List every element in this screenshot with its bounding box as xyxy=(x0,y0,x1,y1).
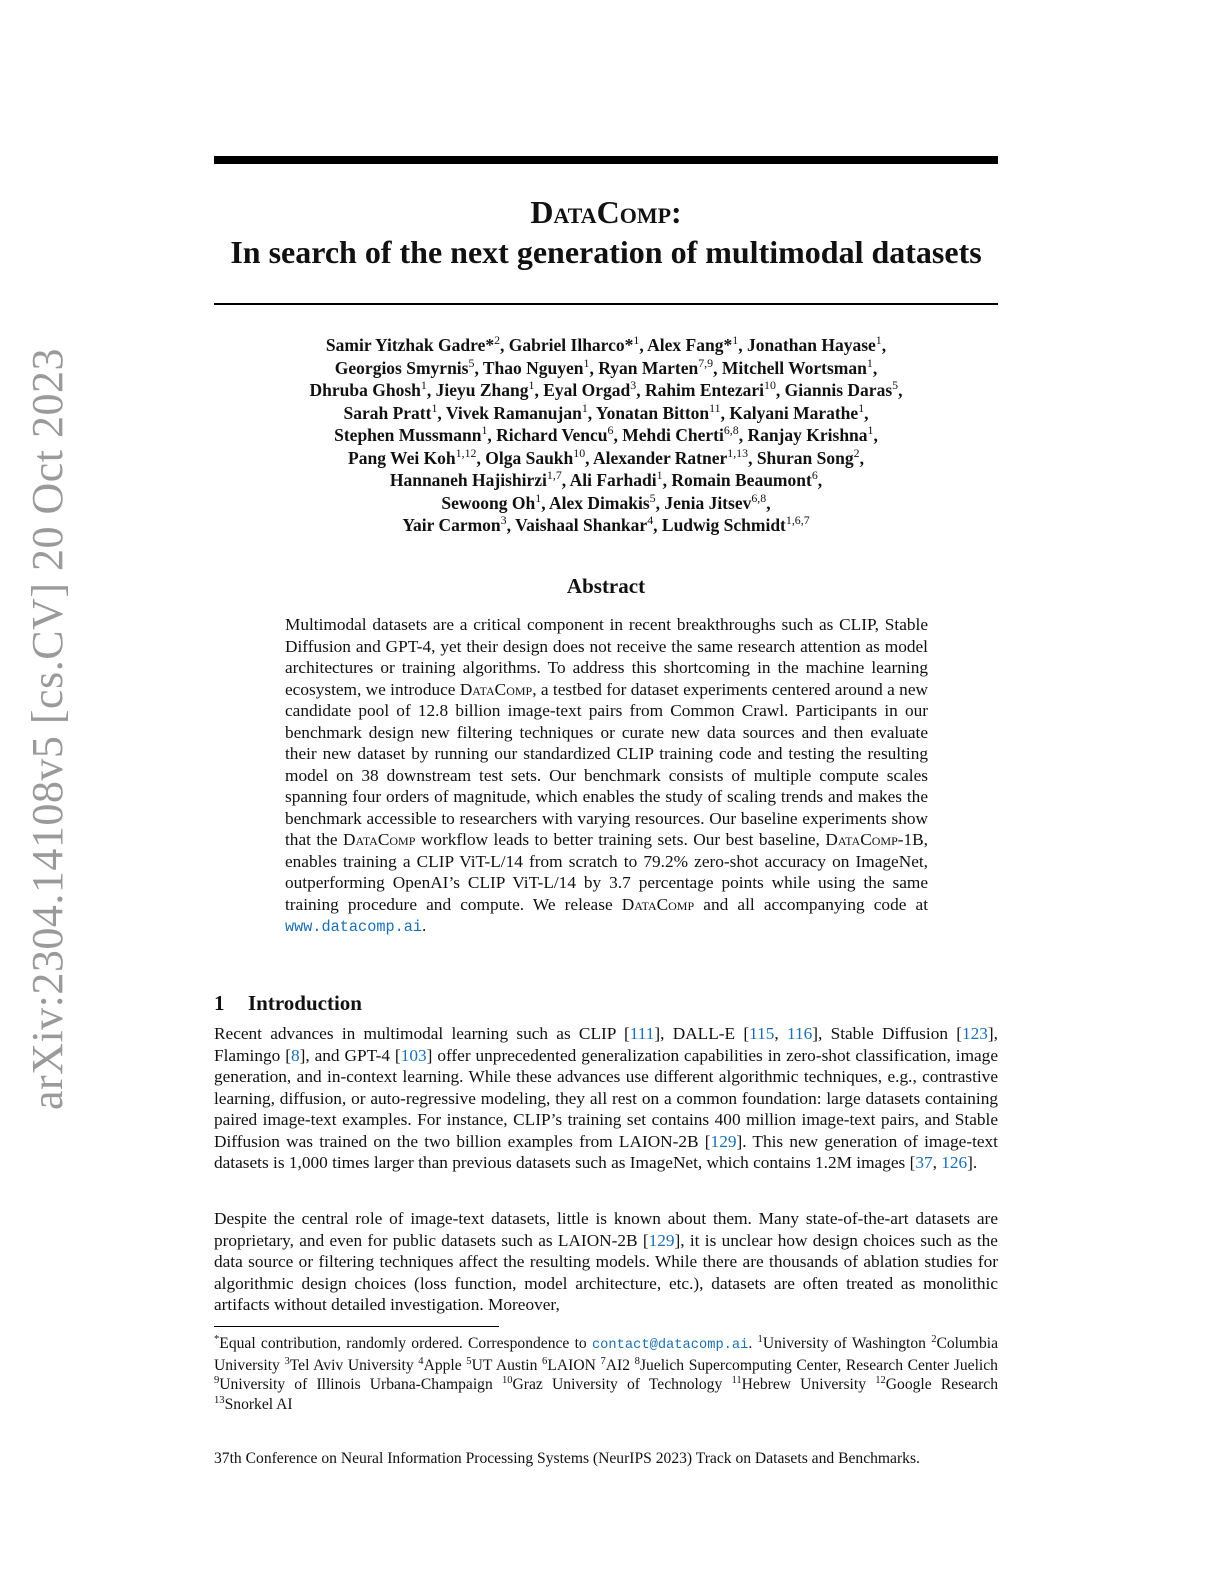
author-name: Ludwig Schmidt xyxy=(661,515,786,535)
text-run: ], DALL-E [ xyxy=(654,1024,750,1043)
footnote-rule xyxy=(214,1326,499,1327)
author xyxy=(592,445,749,468)
author-affiliation-number: 6 xyxy=(811,468,818,483)
text-run: Despite the central role of image-text datasets, little is known about them. Many state-of-the-art datasets are proprietary, and even for public datasets such as LAION-2B [ xyxy=(214,1209,998,1250)
affiliation-number: 13 xyxy=(214,1394,225,1406)
author-name: Alexander Ratner xyxy=(592,447,728,468)
author xyxy=(485,445,586,468)
title-line-1: DataComp: xyxy=(530,194,682,230)
author-name: Yair Carmon xyxy=(402,515,501,535)
text-run: ], Stable Diffusion [ xyxy=(812,1024,962,1043)
author xyxy=(390,470,562,490)
author-affiliation-number: 1,13 xyxy=(727,445,749,460)
author-affiliation-number: 1 xyxy=(535,490,542,505)
author-name: Eyal Orgad xyxy=(543,380,631,400)
author xyxy=(570,470,663,490)
text-run: , xyxy=(932,1153,942,1172)
author-affiliation-number: 1 xyxy=(875,333,882,348)
author-name: Hannaneh Hajishirzi xyxy=(389,470,547,490)
title-rule-top xyxy=(214,156,998,164)
affiliation-number: 8 xyxy=(634,1355,640,1367)
citation-link[interactable]: 129 xyxy=(648,1230,675,1250)
affiliation-name: Google Research xyxy=(885,1376,998,1393)
author-name: Yonatan Bitton xyxy=(595,402,710,423)
author-name: Alex Fang* xyxy=(647,335,733,355)
author-name: Vivek Ramanujan xyxy=(445,402,582,423)
author-name: Stephen Mussmann xyxy=(334,425,482,445)
text-run: , xyxy=(774,1024,787,1043)
author-affiliation-number: 6,8 xyxy=(723,423,739,438)
author-affiliation-number: 4 xyxy=(647,513,654,528)
author xyxy=(549,490,656,513)
author xyxy=(664,490,767,513)
abstract-segment: , enables training a CLIP ViT-L/14 from scratch to 79.2% zero-shot accuracy on ImageNet, outperforming OpenAI’s CLIP ViT-L/14 by 3.7 percentage points while using the same training procedure and compute. We release xyxy=(285,830,928,914)
author xyxy=(509,335,640,355)
affiliation-name: Columbia University xyxy=(214,1335,998,1374)
author xyxy=(436,380,535,400)
author-affiliation-number: 1 xyxy=(866,355,873,370)
author-name: Romain Beaumont xyxy=(671,470,812,490)
affiliation-name: Snorkel AI xyxy=(224,1395,293,1413)
intro-paragraph-2 xyxy=(214,1208,998,1316)
author xyxy=(482,355,590,378)
author xyxy=(334,425,487,445)
text-run: ], Flamingo [ xyxy=(214,1024,998,1065)
author xyxy=(402,515,506,535)
author-affiliation-number: 5 xyxy=(468,355,475,370)
datacomp-1b-name: DataComp-1B xyxy=(825,830,924,849)
author-name: Vaishaal Shankar xyxy=(515,515,648,535)
author xyxy=(445,400,588,423)
affiliation-name: University of Illinois Urbana-Champaign xyxy=(219,1376,493,1393)
author-list: Samir Yitzhak Gadre*$^2$, Gabriel Ilharco*$^1$, Alex Fang*$^1$, Jonathan Hayase$^1$, Georgios Smyrnis$^5$, Thao Nguyen$^1$, Ryan Marten$^{7,9}$, Mitchell Wortsman$^1$, Dhruba Ghosh$^1$, Jieyu Zhang$^1$, Eyal Orgad$^3$, Rahim Entezari$^{10}$, Giannis Daras$^5$, Sarah Pratt$^1$, Vivek Ramanujan$^1$, Yonatan Bitton$^{11}$, Kalyani Marathe$^1$, Stephen Mussmann$^1$, Richard Vencu$^6$, Mehdi Cherti$^{6,8}$, Ranjay Krishna$^1$, Pang Wei Koh$^{1,12}$, Olga Saukh$^{10}$, Alexander Ratner$^{1,13}$, Shuran Song$^2$, Hannaneh Hajishirzi$^{1,7}$, Ali Farhadi$^1$, Romain Beaumont$^6$, Sewoong Oh$^1$, Alex Dimakis$^5$, Jenia Jitsev$^{6,8}$, Yair Carmon$^3$, Vaishaal Shankar$^4$, Ludwig Schmidt$^{1,6,7}$ xyxy=(309,333,903,535)
affiliation-number: 9 xyxy=(214,1374,220,1386)
author xyxy=(721,355,873,378)
citation-link[interactable]: 115 xyxy=(749,1024,775,1043)
author xyxy=(441,490,542,513)
author-affiliation-number: 1,7 xyxy=(546,468,562,483)
text-run: ]. xyxy=(967,1153,978,1172)
affiliation-name: UT Austin xyxy=(471,1356,538,1374)
venue-line: 37th Conference on Neural Information Processing Systems (NeurIPS 2023) Track on Datasets and Benchmarks. xyxy=(214,1450,920,1467)
author-name: Shuran Song xyxy=(756,447,854,468)
citation-link[interactable]: 129 xyxy=(710,1131,737,1151)
affiliation-number: 3 xyxy=(284,1355,290,1367)
author xyxy=(598,355,714,378)
author-affiliation-number: 1 xyxy=(656,468,663,483)
affiliation-number: 1 xyxy=(757,1333,763,1345)
author-affiliation-number: 1 xyxy=(633,333,640,348)
author-affiliation-number: 3 xyxy=(500,513,507,528)
arxiv-identifier: arXiv:2304.14108v5 [cs.CV] 20 Oct 2023 xyxy=(23,347,72,1110)
paper-title xyxy=(214,192,998,272)
citation-link[interactable]: 8 xyxy=(290,1045,300,1065)
text-run: ], and GPT-4 [ xyxy=(299,1045,401,1065)
text-run: ] offer unprecedented generalization capabilities in zero-shot classification, image generation, and in-context learning. While these advances use different algorithmic techniques, e.g., contrastive learning, diffusion, or auto-regressive modeling, they all rest on a common foundation: large datasets containing paired image-text examples. For instance, CLIP’s training set contains 400 million image-text pairs, and Stable Diffusion was trained on the two billion examples from LAION-2B [ xyxy=(214,1045,998,1151)
author-name: Jieyu Zhang xyxy=(435,380,529,400)
affiliation-name: Tel Aviv University xyxy=(289,1356,414,1374)
abstract-heading: Abstract xyxy=(566,574,646,598)
author xyxy=(334,355,475,378)
citation-link[interactable]: 111 xyxy=(629,1024,655,1043)
author xyxy=(729,400,865,423)
author xyxy=(310,380,427,400)
datacomp-name: DataComp xyxy=(459,679,533,699)
author-affiliation-number: 1 xyxy=(431,400,438,415)
affiliation-number: 10 xyxy=(501,1374,513,1386)
author-name: Ryan Marten xyxy=(598,357,699,378)
author xyxy=(543,380,636,400)
author xyxy=(326,335,500,355)
author-name: Olga Saukh xyxy=(485,447,574,468)
author-affiliation-number: 1 xyxy=(858,400,865,415)
section-title: Introduction xyxy=(248,991,362,1015)
author-affiliation-number: 5 xyxy=(649,490,656,505)
author-name: Sarah Pratt xyxy=(343,402,432,423)
affiliation-name: LAION xyxy=(547,1356,596,1374)
author-name: Sewoong Oh xyxy=(441,492,536,513)
affiliation-number: 12 xyxy=(875,1374,886,1386)
author-name: Richard Vencu xyxy=(496,425,608,445)
citation-link[interactable]: 126 xyxy=(941,1153,968,1172)
abstract-segment: . xyxy=(422,916,427,935)
text-run: Recent advances in multimodal learning such as CLIP [ xyxy=(214,1024,630,1043)
datacomp-name: DataComp xyxy=(621,894,695,914)
author-name: Dhruba Ghosh xyxy=(309,380,421,400)
author-affiliation-number: 1,6,7 xyxy=(785,513,810,528)
author-affiliation-number: 1 xyxy=(867,423,874,438)
text-run: ], it is unclear how design choices such as the data source or filtering techniques affect the resulting models. While there are thousands of ablation studies for algorithmic design choices (loss function, model architecture, etc.), datasets are often treated as monolithic artifacts without detailed investigation. Moreover, xyxy=(214,1230,998,1314)
affiliation-number: 11 xyxy=(731,1374,742,1386)
author-affiliation-number: 1 xyxy=(581,400,588,415)
author-affiliation-number: 7,9 xyxy=(698,355,714,370)
author xyxy=(662,515,810,535)
author xyxy=(645,380,776,400)
abstract-segment: workflow leads to better training sets. Our best baseline, xyxy=(415,830,826,849)
datacomp-name: DataComp xyxy=(343,830,416,849)
footnote xyxy=(214,1334,998,1414)
author xyxy=(595,400,721,423)
author-name: Samir Yitzhak Gadre* xyxy=(325,335,495,355)
author xyxy=(343,400,438,423)
author-affiliation-number: 1 xyxy=(583,355,590,370)
affiliation-name: Apple xyxy=(423,1356,462,1374)
affiliation-name: AI2 xyxy=(605,1356,631,1374)
section-number: 1 xyxy=(214,991,225,1015)
author-name: Pang Wei Koh xyxy=(348,447,456,468)
abstract-segment: Multimodal datasets are a critical component in recent breakthroughs such as CLIP, Stable Diffusion and GPT-4, yet their design does not receive the same research attention as model architectures or training algorithms. To address this shortcoming in the machine learning ecosystem, we introduce xyxy=(285,615,928,699)
author-name: Ranjay Krishna xyxy=(747,425,868,445)
author-name: Jenia Jitsev xyxy=(664,492,752,513)
footnote-marker: * xyxy=(214,1333,220,1345)
author-name: Georgios Smyrnis xyxy=(334,357,469,378)
affiliation-number: 5 xyxy=(466,1355,472,1367)
author-affiliation-number: 1 xyxy=(420,378,427,393)
citation-link[interactable]: 123 xyxy=(962,1024,988,1043)
affiliation-number: 6 xyxy=(542,1355,548,1367)
affiliation-name: University of Washington xyxy=(762,1335,926,1352)
author-affiliation-number: 2 xyxy=(853,445,860,460)
project-url-link[interactable]: www.datacomp.ai xyxy=(285,918,422,936)
author xyxy=(496,425,613,445)
author-name: Rahim Entezari xyxy=(644,380,765,400)
author-name: Giannis Daras xyxy=(784,380,893,400)
citation-link[interactable]: 116 xyxy=(786,1024,813,1043)
author-name: Gabriel Ilharco* xyxy=(508,335,634,355)
affiliation-name: Juelich Supercomputing Center, Research Center Juelich xyxy=(639,1356,998,1374)
affiliation-name: Hebrew University xyxy=(741,1376,867,1393)
author-affiliation-number: 2 xyxy=(494,333,501,348)
author-name: Ali Farhadi xyxy=(569,470,657,490)
author xyxy=(622,425,738,445)
author-name: Alex Dimakis xyxy=(549,492,650,513)
author-affiliation-number: 10 xyxy=(764,378,776,393)
author-name: Thao Nguyen xyxy=(482,357,584,378)
affiliation-name: Graz University of Technology xyxy=(512,1376,723,1393)
author xyxy=(747,335,882,355)
author-affiliation-number: 3 xyxy=(630,378,637,393)
abstract-segment: , a testbed for dataset experiments centered around a new candidate pool of 12.8 billion image-text pairs from Common Crawl. Participants in our benchmark design new filtering techniques or curate new data sources and then evaluate their new dataset by running our standardized CLIP training code and testing the resulting model on 38 downstream test sets. Our benchmark consists of multiple compute scales spanning four orders of magnitude, which enables the study of scaling trends and makes the benchmark accessible to researchers with varying resources. Our baseline experiments show that the xyxy=(285,679,928,849)
author xyxy=(647,335,738,355)
section-heading-introduction xyxy=(214,991,362,1016)
author xyxy=(348,445,477,468)
title-rule-bottom xyxy=(214,303,998,305)
title-line-2: In search of the next generation of multimodal datasets xyxy=(230,234,982,270)
author-affiliation-number: 5 xyxy=(892,378,899,393)
abstract-text xyxy=(285,614,928,939)
affiliation-number: 4 xyxy=(418,1355,424,1367)
footnote-text: Equal contribution, randomly ordered. Correspondence to xyxy=(219,1335,592,1352)
author xyxy=(671,470,817,490)
author-affiliation-number: 10 xyxy=(573,445,586,460)
text-run: ]. This new generation of image-text datasets is 1,000 times larger than previous datasets such as ImageNet, which contains 1.2M images [ xyxy=(214,1131,998,1172)
author xyxy=(756,445,860,468)
intro-paragraph-1 xyxy=(214,1023,998,1174)
footnote-text: . xyxy=(748,1335,758,1352)
author-affiliation-number: 6,8 xyxy=(751,490,767,505)
author-name: Jonathan Hayase xyxy=(746,335,876,355)
author-affiliation-number: 6 xyxy=(607,423,614,438)
author-affiliation-number: 1 xyxy=(528,378,535,393)
affiliation-number: 7 xyxy=(600,1355,606,1367)
author-affiliation-number: 1,12 xyxy=(455,445,477,460)
author xyxy=(785,380,898,400)
author-name: Kalyani Marathe xyxy=(729,402,859,423)
author xyxy=(747,425,873,445)
contact-email-link[interactable]: contact@datacomp.ai xyxy=(591,1338,749,1353)
author-affiliation-number: 1 xyxy=(481,423,488,438)
author xyxy=(515,515,653,535)
abstract-segment: and all accompanying code at xyxy=(694,894,928,914)
author-affiliation-number: 1 xyxy=(732,333,739,348)
author-name: Mitchell Wortsman xyxy=(721,357,867,378)
affiliation-number: 2 xyxy=(931,1333,937,1345)
author-affiliation-number: 11 xyxy=(709,400,721,415)
citation-link[interactable]: 37 xyxy=(915,1153,933,1172)
author-name: Mehdi Cherti xyxy=(622,425,724,445)
citation-link[interactable]: 103 xyxy=(400,1045,427,1065)
